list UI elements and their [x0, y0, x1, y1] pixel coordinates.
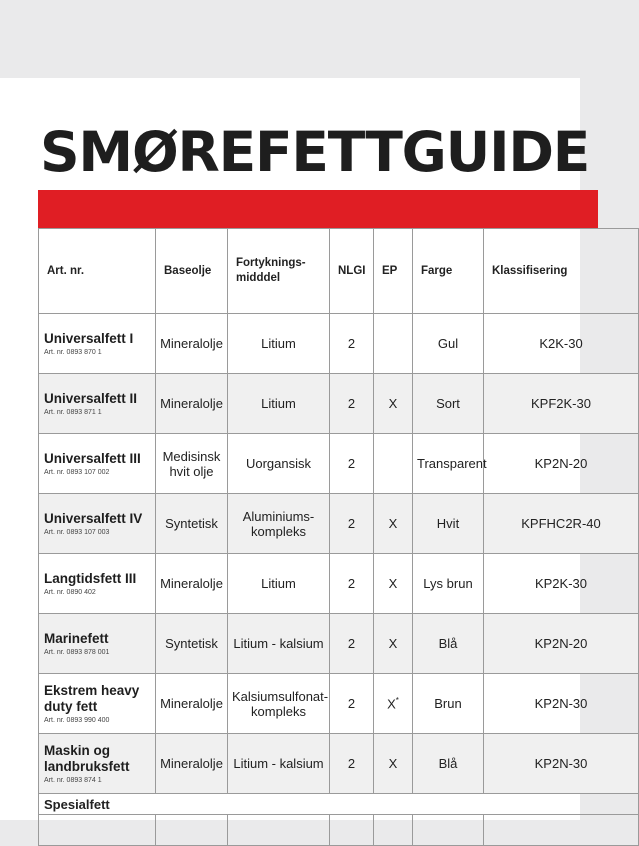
color-cell: Blå: [413, 734, 484, 794]
column-header: Baseolje: [156, 229, 228, 314]
document-page: [0, 78, 601, 820]
table-row: [39, 374, 639, 434]
section-row: [39, 794, 639, 815]
table-row: [39, 734, 639, 794]
product-name: Ekstrem heavy duty fett: [44, 682, 140, 714]
product-cell: [39, 494, 156, 554]
article-number: Art. nr. 0893 107 002: [44, 468, 110, 476]
column-header: EP: [374, 229, 413, 314]
column-header: Fortyknings- midddel: [228, 229, 330, 314]
product-cell: [39, 374, 156, 434]
product-name: Marinefett: [44, 630, 109, 646]
column-header: Farge: [413, 229, 484, 314]
thickener-cell: Litium: [228, 314, 330, 374]
product-name: Universalfett IV: [44, 510, 143, 526]
classification-cell: KPF2K-30: [484, 374, 639, 434]
nlgi-cell: 2: [330, 734, 374, 794]
page-title: SMØREFETTGUIDE: [40, 120, 590, 184]
empty-cell: [228, 815, 330, 846]
empty-cell: [156, 815, 228, 846]
empty-cell: [374, 815, 413, 846]
product-cell: [39, 674, 156, 734]
table-row: [39, 674, 639, 734]
product-cell: [39, 434, 156, 494]
column-header: Art. nr.: [39, 229, 156, 314]
product-name: Maskin og landbruksfett: [44, 742, 130, 774]
color-cell: Gul: [413, 314, 484, 374]
table-row: [39, 815, 639, 846]
ep-cell: [374, 434, 413, 494]
product-cell: [39, 314, 156, 374]
ep-cell: X*: [374, 674, 413, 734]
base-oil-cell: Mineralolje: [156, 314, 228, 374]
table-row: [39, 314, 639, 374]
thickener-cell: Kalsiumsulfonat- kompleks: [228, 674, 330, 734]
article-number: Art. nr. 0893 870 1: [44, 348, 102, 356]
table-row: [39, 614, 639, 674]
product-cell: [39, 614, 156, 674]
thickener-cell: Litium - kalsium: [228, 614, 330, 674]
product-name: Universalfett III: [44, 450, 141, 466]
column-header: NLGI: [330, 229, 374, 314]
base-oil-cell: Syntetisk: [156, 614, 228, 674]
thickener-cell: Aluminiums- kompleks: [228, 494, 330, 554]
product-cell: [39, 554, 156, 614]
article-number: Art. nr. 0893 874 1: [44, 776, 102, 784]
ep-cell: X: [374, 734, 413, 794]
section-label: Spesialfett: [39, 794, 639, 815]
color-cell: Brun: [413, 674, 484, 734]
nlgi-cell: 2: [330, 614, 374, 674]
table-row: [39, 554, 639, 614]
classification-cell: KP2K-30: [484, 554, 639, 614]
article-number: Art. nr. 0893 990 400: [44, 716, 110, 724]
thickener-cell: Litium: [228, 554, 330, 614]
ep-cell: X: [374, 614, 413, 674]
empty-cell: [39, 815, 156, 846]
base-oil-cell: Mineralolje: [156, 374, 228, 434]
table-header-row: [39, 229, 639, 314]
nlgi-cell: 2: [330, 554, 374, 614]
color-cell: Hvit: [413, 494, 484, 554]
base-oil-cell: Mineralolje: [156, 554, 228, 614]
thickener-cell: Litium - kalsium: [228, 734, 330, 794]
product-name: Universalfett I: [44, 330, 134, 346]
classification-cell: K2K-30: [484, 314, 639, 374]
color-cell: Blå: [413, 614, 484, 674]
ep-cell: [374, 314, 413, 374]
classification-cell: KP2N-30: [484, 674, 639, 734]
color-cell: Lys brun: [413, 554, 484, 614]
ep-cell: X: [374, 374, 413, 434]
base-oil-cell: Mineralolje: [156, 734, 228, 794]
classification-cell: KP2N-20: [484, 614, 639, 674]
table-row: [39, 494, 639, 554]
article-number: Art. nr. 0893 878 001: [44, 648, 110, 656]
base-oil-cell: Syntetisk: [156, 494, 228, 554]
product-name: Universalfett II: [44, 390, 138, 406]
thickener-cell: Uorgansisk: [228, 434, 330, 494]
product-name: Langtidsfett III: [44, 570, 137, 586]
nlgi-cell: 2: [330, 434, 374, 494]
nlgi-cell: 2: [330, 674, 374, 734]
empty-cell: [484, 815, 639, 846]
nlgi-cell: 2: [330, 494, 374, 554]
thickener-cell: Litium: [228, 374, 330, 434]
header-accent-bar: [38, 190, 598, 228]
table-row: [39, 434, 639, 494]
article-number: Art. nr. 0893 871 1: [44, 408, 102, 416]
classification-cell: KP2N-20: [484, 434, 639, 494]
empty-cell: [413, 815, 484, 846]
nlgi-cell: 2: [330, 374, 374, 434]
base-oil-cell: Mineralolje: [156, 674, 228, 734]
product-cell: [39, 734, 156, 794]
ep-cell: X: [374, 494, 413, 554]
color-cell: Sort: [413, 374, 484, 434]
ep-cell: X: [374, 554, 413, 614]
classification-cell: KP2N-30: [484, 734, 639, 794]
classification-cell: KPFHC2R-40: [484, 494, 639, 554]
nlgi-cell: 2: [330, 314, 374, 374]
article-number: Art. nr. 0890 402: [44, 588, 96, 596]
empty-cell: [330, 815, 374, 846]
column-header: Klassifisering: [484, 229, 639, 314]
article-number: Art. nr. 0893 107 003: [44, 528, 110, 536]
base-oil-cell: Medisinsk hvit olje: [156, 434, 228, 494]
color-cell: Transparent: [413, 434, 484, 494]
grease-table: [38, 228, 639, 846]
